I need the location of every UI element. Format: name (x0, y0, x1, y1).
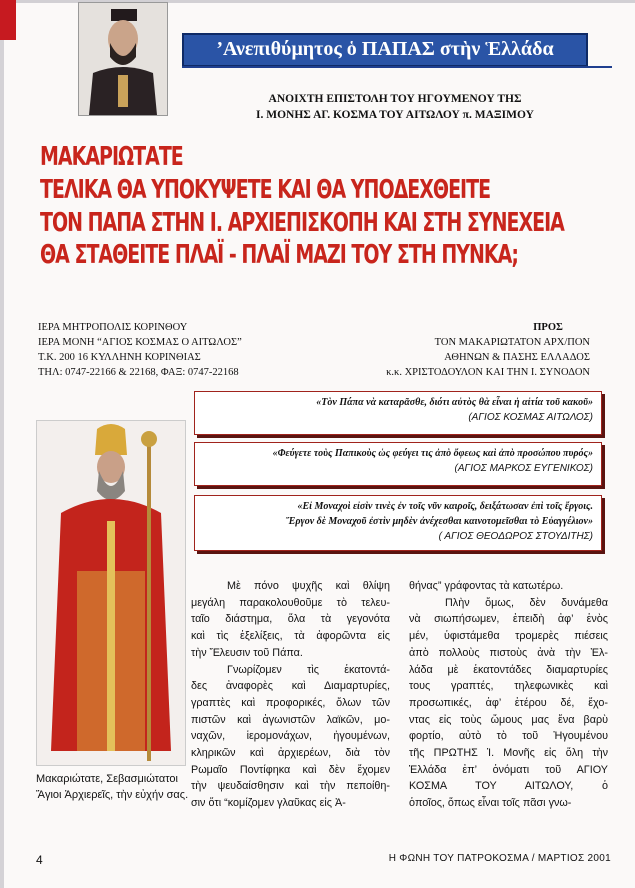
article-line: ὁποῖος, ὅπως εἶναι τοῖς πᾶσι γνω- (409, 797, 572, 810)
archbishop-portrait (36, 420, 186, 766)
quote-box (194, 495, 602, 551)
article-line: κληρικῶν καὶ ἀρχιερέων, διὰ τὸν (191, 747, 390, 760)
recipient-to: ΠΡΟΣ (533, 322, 563, 333)
article-line: πιστῶν καὶ ἀγωνιστῶν λαϊκῶν, μο- (191, 713, 390, 726)
subhead-line-1: ΑΝΟΙΧΤΗ ΕΠΙΣΤΟΛΗ ΤΟΥ ΗΓΟΥΜΕΝΟΥ ΤΗΣ (268, 93, 522, 105)
recipient-line: κ.κ. ΧΡΙΣΤΟΔΟΥΛΟΝ ΚΑΙ ΤΗΝ Ι. ΣΥΝΟΔΟΝ (386, 367, 590, 378)
article-line: θήνας” γράφοντας τὰ κατωτέρω. (409, 580, 564, 592)
article-line: ναχῶν, ἱερομονάχων, ἡγουμένων, (191, 730, 390, 743)
clergyman-photo (78, 2, 168, 116)
corner-decoration (0, 0, 16, 40)
subhead-line-2: Ι. ΜΟΝΗΣ ΑΓ. ΚΟΣΜΑ ΤΟΥ ΑΙΤΩΛΟΥ π. ΜΑΞΙΜΟΥ (256, 109, 534, 121)
article-line: Ἑλλάδα ἐπ’ ὀνόματι τοῦ ΑΓΙΟΥ (409, 763, 608, 776)
quote-box (194, 442, 602, 486)
recipient-line: ΑΘΗΝΩΝ & ΠΑΣΗΣ ΕΛΛΑΔΟΣ (444, 352, 590, 363)
banner-title: ’Ανεπιθύμητος ὁ ΠΑΠΑΣ στὴν Ἑλλάδα (216, 38, 554, 60)
page-edge-left (0, 0, 4, 888)
headline-line-3: ΤΟΝ ΠΑΠΑ ΣΤΗΝ Ι. ΑΡΧΙΕΠΙΣΚΟΠΗ ΚΑΙ ΣΤΗ ΣΥΝΕΧΕΙΑ (40, 208, 564, 238)
quote-text: Ἔργον δὲ Μοναχοῦ ἐστὶν μηδὲν ἀνέχεσθαι καινοτομεῖσθαι τὸ Εὐαγγέλιον» (285, 516, 593, 527)
article-line: ΚΟΣΜΑ ΤΟΥ ΑΙΤΩΛΟΥ, ὁ (409, 780, 608, 793)
quote-text: «Τὸν Πάπα νὰ καταρᾶσθε, διότι αὐτὸς θὰ εἶναι ἡ αἰτία τοῦ κακοῦ» (316, 397, 593, 408)
portrait-caption (36, 771, 188, 803)
article-line: Μὲ πόνο ψυχῆς καὶ θλίψη (227, 580, 390, 592)
caption-line: Ἅγιοι Ἀρχιερεῖς, τὴν εὐχήν σας. (36, 789, 189, 801)
article-line: Πλὴν ὅμως, δὲν δυνάμεθα (445, 596, 608, 609)
article-line: νὰ σιωπήσωμεν, ἐπειδὴ ἀφ’ ἑνὸς (409, 613, 608, 626)
sender-line: ΤΗΛ: 0747-22166 & 22168, ΦΑΞ: 0747-22168 (38, 367, 239, 378)
article-line: λάδα μὲ ἑκατοντάδες διαμαρτυρίες (409, 663, 608, 676)
headline-line-2: ΤΕΛΙΚΑ ΘΑ ΥΠΟΚΥΨΕΤΕ ΚΑΙ ΘΑ ΥΠΟΔΕΧΘΕΙΤΕ (40, 175, 491, 205)
sender-line: ΙΕΡΑ ΜΟΝΗ “ΑΓΙΟΣ ΚΟΣΜΑΣ Ο ΑΙΤΩΛΟΣ” (38, 337, 242, 348)
article-line: τὴν ψευδαίσθησιν καὶ τὴν πεποίθη- (191, 780, 390, 793)
article-line: τῆς ΠΡΩΤΗΣ Ἱ. Μονῆς εἰς ὅλη τὴν (409, 747, 608, 760)
sender-line: Τ.Κ. 200 16 ΚΥΛΛΗΝΗ ΚΟΡΙΝΘΙΑΣ (38, 352, 201, 363)
article-line: τους γραπτές, τηλεφωνικὲς καὶ (409, 680, 608, 693)
article-line: καὶ τὶς ἐξελίξεις, τὰ ἀφορῶντα εἰς (191, 630, 390, 643)
article-line: προσωπικές, ἀφ’ ἑτέρου δέ, ἔχο- (409, 696, 608, 709)
article-column-1 (191, 578, 390, 812)
article-line: δες ἀναφορὲς καὶ Διαμαρτυρίες, (191, 680, 390, 693)
article-line: ντας εἰς τοὺς ὤμους μας ἕνα βαρὺ (409, 713, 608, 726)
article-column-2 (409, 578, 608, 812)
article-line: γραπτὲς καὶ προφορικές, ὅλων τῶν (191, 696, 390, 709)
article-line: ταῖο διάστημα, ὅλα τὰ γεγονότα (191, 613, 390, 626)
headline-line-4: ΘΑ ΣΤΑΘΕΙΤΕ ΠΛΑΪ - ΠΛΑΪ ΜΑΖΙ ΤΟΥ ΣΤΗ ΠΥΝΚΑ; (40, 240, 518, 270)
archbishop-figure-icon (37, 421, 185, 765)
page-number: 4 (36, 853, 43, 867)
clergyman-photo-icon (79, 3, 167, 115)
recipient-line: ΤΟΝ ΜΑΚΑΡΙΩΤΑΤΟΝ ΑΡΧ/ΠΟΝ (434, 337, 590, 348)
publication-info: Η ΦΩΝΗ ΤΟΥ ΠΑΤΡΟΚΟΣΜΑ / ΜΑΡΤΙΟΣ 2001 (388, 853, 611, 864)
article-line: σιν ὅτι “κομίζομεν γλαῦκας εἰς Ἀ- (191, 797, 346, 810)
article-line: Ρωμαῖο Ποντίφηκα καὶ δὲν ἔχομεν (191, 763, 390, 776)
sender-line: ΙΕΡΑ ΜΗΤΡΟΠΟΛΙΣ ΚΟΡΙΝΘΟΥ (38, 322, 188, 333)
quote-author: ( ΑΓΙΟΣ ΘΕΟΔΩΡΟΣ ΣΤΟΥΔΙΤΗΣ) (438, 531, 593, 542)
quote-author: (ΑΓΙΟΣ ΜΑΡΚΟΣ ΕΥΓΕΝΙΚΟΣ) (454, 463, 593, 474)
article-line: μεγάλη παρακολουθοῦμε τὸ τελευ- (191, 596, 390, 609)
quote-text: «Εἰ Μοναχοὶ εἰσὶν τινὲς ἐν τοῖς νῦν καιροῖς, δειξάτωσαν ἐπὶ τοῖς ἔργοις. (297, 501, 593, 512)
headline-line-1: ΜΑΚΑΡΙΩΤΑΤΕ (40, 142, 183, 172)
article-line: ἀπὸ πολλοὺς πιστοὺς ἀνὰ τὴν Ἑλ- (409, 646, 608, 659)
quote-box (194, 391, 602, 435)
quote-author: (ΑΓΙΟΣ ΚΟΣΜΑΣ ΑΙΤΩΛΟΣ) (468, 412, 593, 423)
article-line: μέν, ὑφιστάμεθα τρομερὲς πιέσεις (409, 630, 608, 643)
sender-address (38, 320, 242, 380)
article-line: φορτίο, αὐτὸ τὸ τοῦ Ἡγουμένου (409, 730, 608, 743)
article-line: Γνωρίζομεν τὶς ἑκατοντά- (227, 663, 390, 676)
recipient-address (386, 320, 590, 380)
quote-text: «Φεύγετε τοὺς Παπικοὺς ὡς φεύγει τις ἀπὸ ὄφεως καὶ ἀπὸ προσώπου πυρός» (272, 448, 593, 459)
caption-line: Μακαριώτατε, Σεβασμιώτατοι (36, 773, 178, 785)
article-line: τὴν Ἔλευσιν τοῦ Πάπα. (191, 646, 303, 659)
